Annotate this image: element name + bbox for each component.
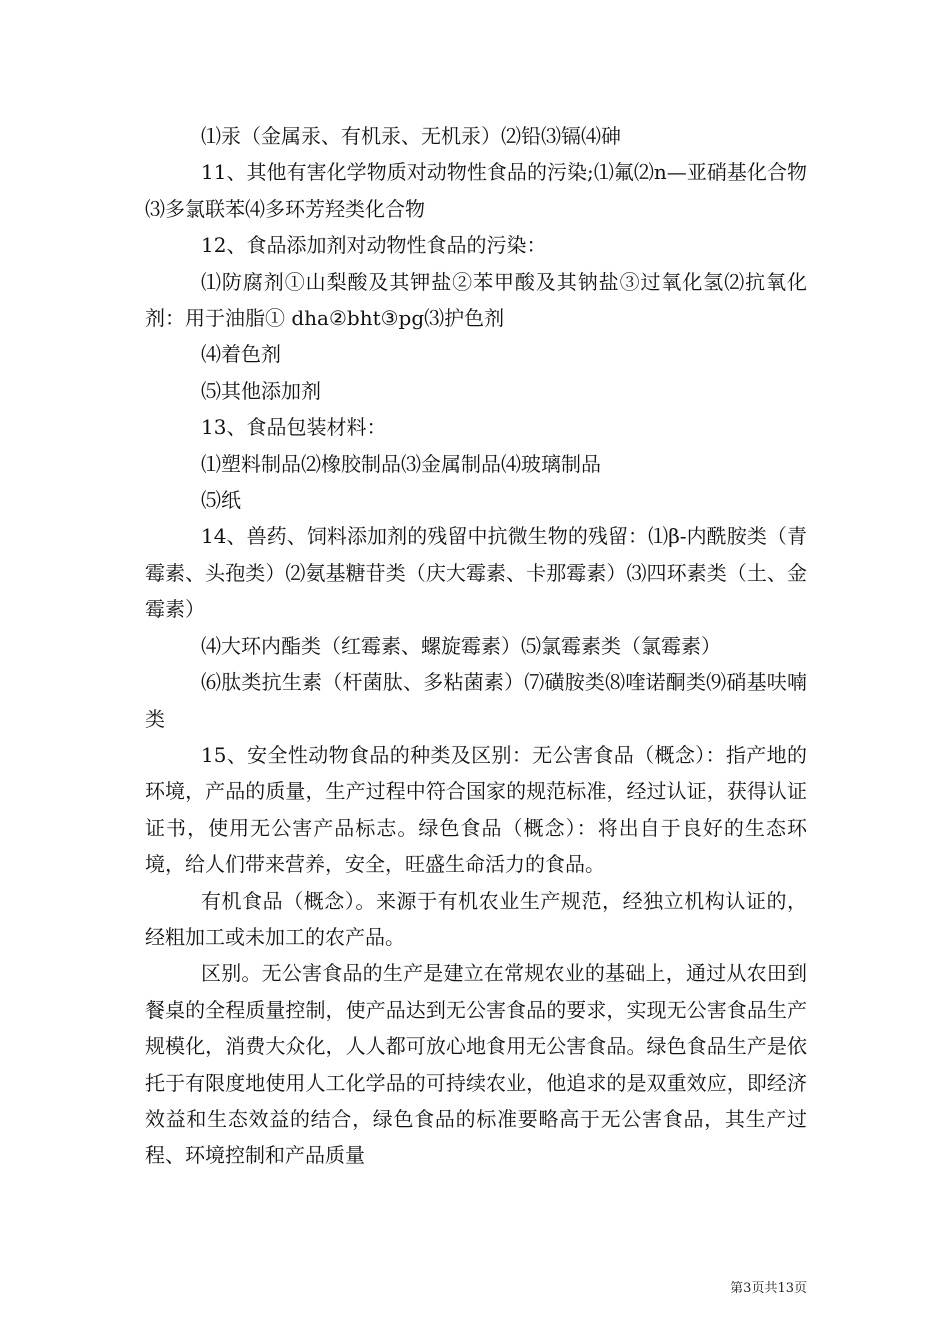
paragraph-item-11: 11、其他有害化学物质对动物性食品的污染;⑴氟⑵n—亚硝基化合物⑶多氯联苯⑷多环芳羟类化合物: [145, 160, 807, 221]
paragraph-peptides: ⑹肽类抗生素（杆菌肽、多粘菌素）⑺磺胺类⑻喹诺酮类⑼硝基呋喃类: [145, 670, 807, 731]
paragraph-paper: ⑸纸: [201, 488, 241, 513]
paragraph-mercury-list: ⑴汞（金属汞、有机汞、无机汞）⑵铅⑶镉⑷砷: [201, 124, 621, 148]
page-number-footer: 第3页共13页: [730, 1281, 807, 1296]
paragraph-item-15: 15、安全性动物食品的种类及区别：无公害食品（概念）：指产地的环境，产品的质量，生产过程中符合国家的规范标准，经过认证，获得认证证书，使用无公害产品标志。绿色食品（概念）：将出自于良好的生态环境，给人们带来营养，安全，旺盛生命活力的食品。: [145, 742, 807, 877]
document-body: [145, 118, 807, 1174]
paragraph-organic-food: 有机食品（概念）。来源于有机农业生产规范，经独立机构认证的，经粗加工或未加工的农产品。: [145, 888, 807, 949]
paragraph-item-12-heading: 12、食品添加剂对动物性食品的污染：: [201, 233, 547, 258]
paragraph-item-14: 14、兽药、饲料添加剂的残留中抗微生物的残留：⑴β-内酰胺类（青霉素、头孢类）⑵氨基糖苷类（庆大霉素、卡那霉素）⑶四环素类（土、金霉素）: [145, 524, 807, 622]
paragraph-packaging-list: ⑴塑料制品⑵橡胶制品⑶金属制品⑷玻璃制品: [201, 451, 601, 476]
paragraph-preservatives: ⑴防腐剂①山梨酸及其钾盐②苯甲酸及其钠盐③过氧化氢⑵抗氧化剂：用于油脂① dha②bht③pg⑶护色剂: [145, 269, 807, 331]
paragraph-colorants: ⑷着色剂: [201, 342, 281, 367]
paragraph-other-additives: ⑸其他添加剂: [201, 378, 321, 403]
paragraph-macrolides: ⑷大环内酯类（红霉素、螺旋霉素）⑸氯霉素类（氯霉素）: [201, 633, 721, 658]
paragraph-item-13-heading: 13、食品包装材料：: [201, 415, 387, 440]
paragraph-differences: 区别。无公害食品的生产是建立在常规农业的基础上，通过从农田到餐桌的全程质量控制，使产品达到无公害食品的要求，实现无公害食品生产规模化，消费大众化，人人都可放心地食用无公害食品。绿色食品生产是依托于有限度地使用人工化学品的可持续农业，他追求的是双重效应，即经济效益和生态效益的结合，绿色食品的标准要略高于无公害食品，其生产过程、环境控制和产品质量: [145, 961, 807, 1168]
